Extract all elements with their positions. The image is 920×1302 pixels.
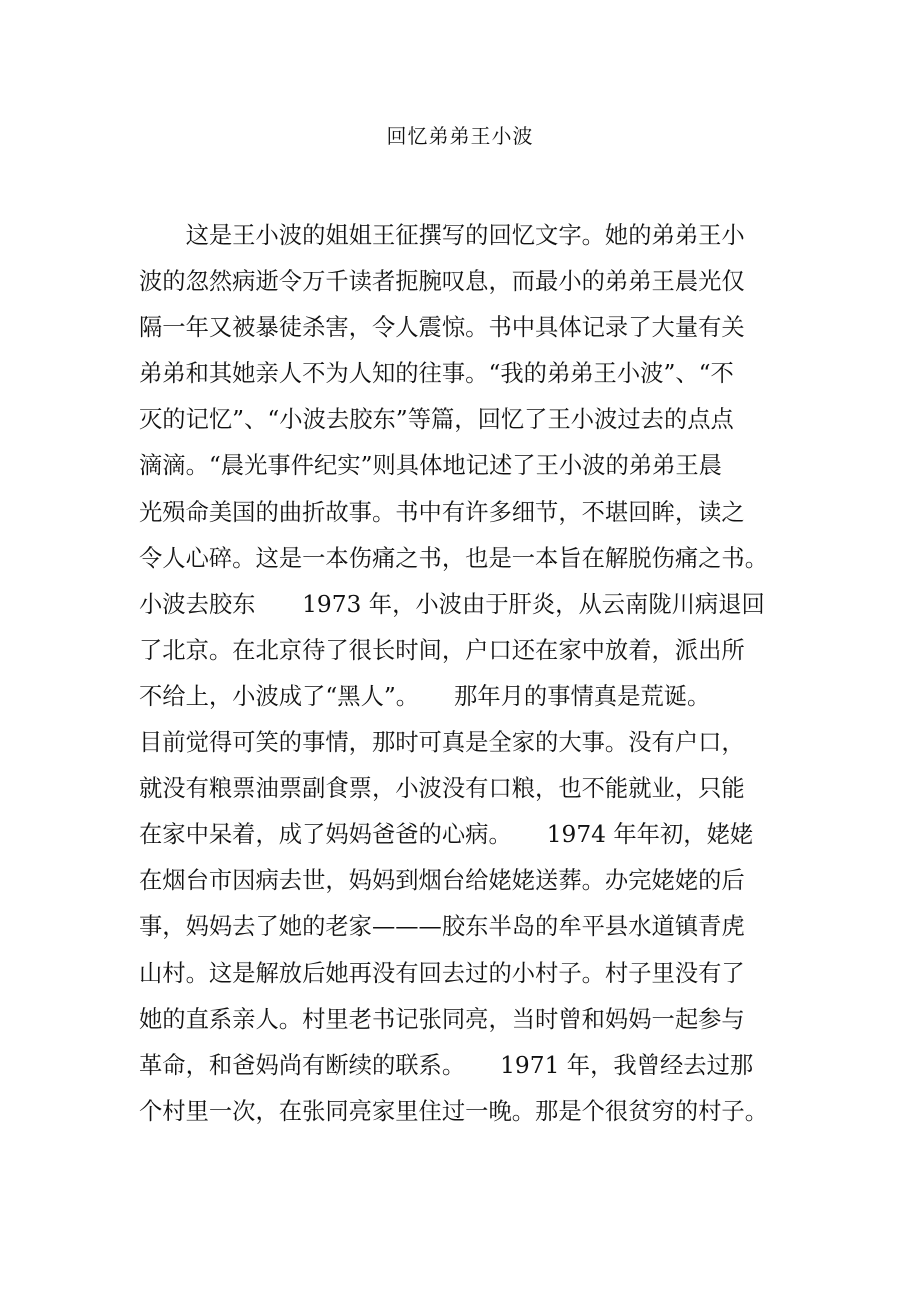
- body-line: 了北京。在北京待了很长时间，户口还在家中放着，派出所: [139, 636, 745, 664]
- body-line: 小波去胶东 1973 年，小波由于肝炎，从云南陇川病退回: [139, 590, 765, 618]
- body-line: 在家中呆着，成了妈妈爸爸的心病。 1974 年年初，姥姥: [139, 821, 754, 849]
- body-line: 在烟台市因病去世，妈妈到烟台给姥姥送葬。办完姥姥的后: [139, 867, 745, 895]
- body-line: 弟弟和其她亲人不为人知的往事。“我的弟弟王小波”、“不: [139, 360, 734, 388]
- body-line: 隔一年又被暴徒杀害，令人震惊。书中具体记录了大量有关: [139, 314, 745, 342]
- body-line: 就没有粮票油票副食票，小波没有口粮，也不能就业，只能: [139, 775, 745, 803]
- body-line: 她的直系亲人。村里老书记张同亮，当时曾和妈妈一起参与: [139, 1005, 745, 1033]
- body-line: 滴滴。“晨光事件纪实”则具体地记述了王小波的弟弟王晨: [139, 452, 722, 480]
- body-line: 令人心碎。这是一本伤痛之书，也是一本旨在解脱伤痛之书。: [139, 544, 769, 572]
- body-line: 光殒命美国的曲折故事。书中有许多细节，不堪回眸，读之: [139, 498, 745, 526]
- document-body: [139, 213, 789, 1135]
- body-line: 山村。这是解放后她再没有回去过的小村子。村子里没有了: [139, 959, 745, 987]
- body-line: 灭的记忆”、“小波去胶东”等篇，回忆了王小波过去的点点: [139, 406, 734, 434]
- document-title: 回忆弟弟王小波: [386, 124, 534, 148]
- body-line: 目前觉得可笑的事情，那时可真是全家的大事。没有户口，: [139, 729, 745, 757]
- body-line: 不给上，小波成了“黑人”。 那年月的事情真是荒诞。: [139, 682, 711, 710]
- body-line: 这是王小波的姐姐王征撰写的回忆文字。她的弟弟王小: [139, 222, 745, 249]
- body-line: 个村里一次，在张同亮家里住过一晚。那是个很贫穷的村子。: [139, 1097, 769, 1125]
- body-line: 革命，和爸妈尚有断续的联系。 1971 年，我曾经去过那: [139, 1051, 754, 1079]
- body-line: 波的忽然病逝令万千读者扼腕叹息，而最小的弟弟王晨光仅: [139, 268, 745, 296]
- body-line: 事，妈妈去了她的老家———胶东半岛的牟平县水道镇青虎: [139, 913, 745, 941]
